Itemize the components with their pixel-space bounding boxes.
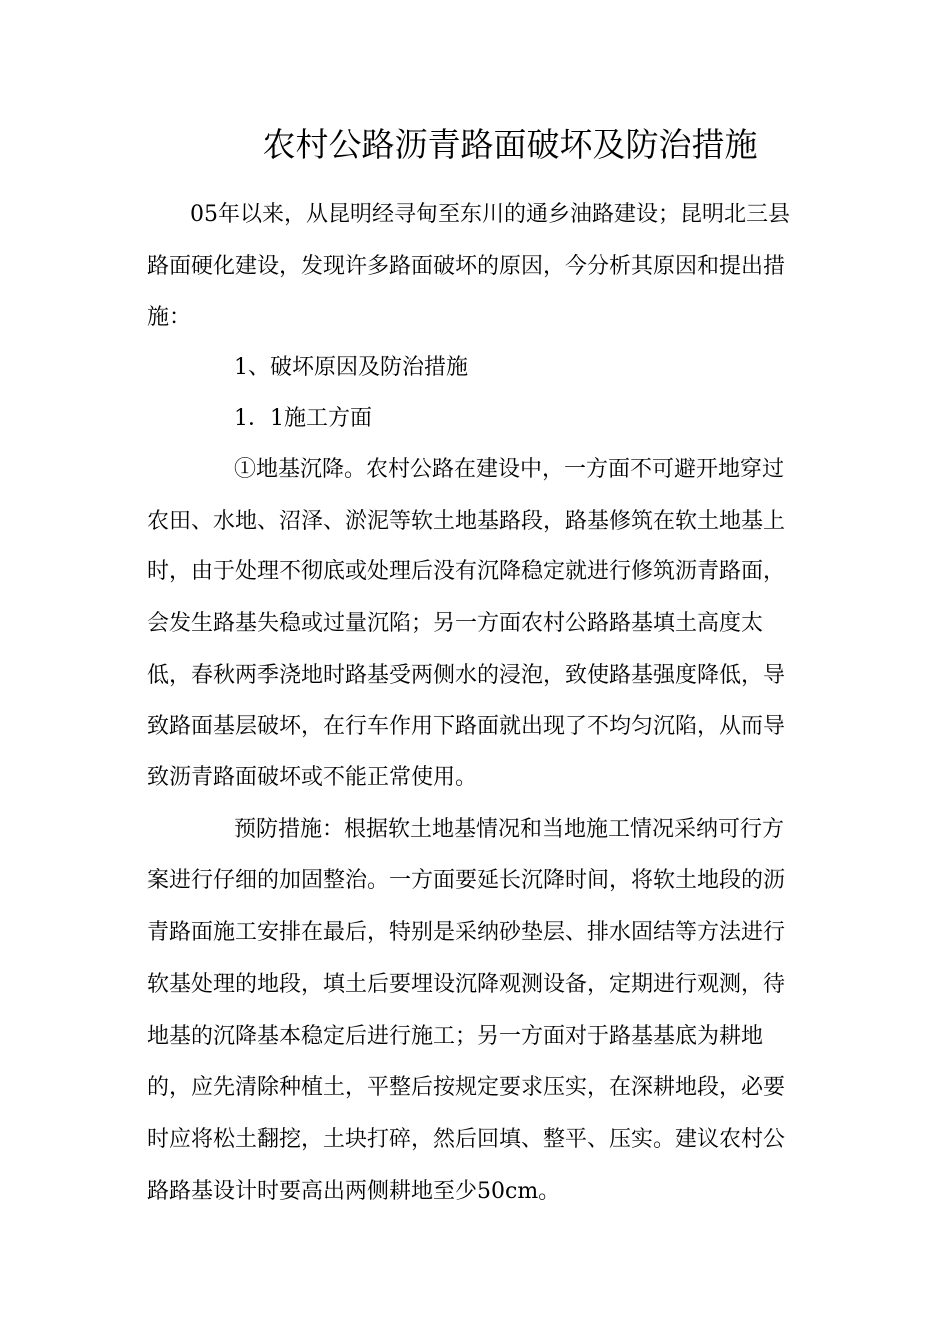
paragraph-line: ①地基沉降。农村公路在建设中，一方面不可避开地穿过 <box>234 457 785 482</box>
paragraph-line: 时应将松土翻挖，土块打碎，然后回填、整平、压实。建议农村公 <box>147 1127 786 1152</box>
paragraph-line: 路路基设计时要高出两侧耕地至少50cm。 <box>147 1179 561 1204</box>
document-title: 农村公路沥青路面破坏及防治措施 <box>262 125 758 164</box>
paragraph-line: 农田、水地、沼泽、淤泥等软土地基路段，路基修筑在软土地基上 <box>147 509 786 534</box>
paragraph-line: 预防措施：根据软土地基情况和当地施工情况采纳可行方 <box>234 817 785 842</box>
paragraph-line: 路面硬化建设，发现许多路面破坏的原因，今分析其原因和提出措 <box>147 254 786 279</box>
paragraph-line: 低，春秋两季浇地时路基受两侧水的浸泡，致使路基强度降低，导 <box>147 663 786 688</box>
paragraph-line: 施： <box>147 305 192 330</box>
section-heading: 1、破坏原因及防治措施 <box>234 355 468 380</box>
paragraph-line: 05年以来，从昆明经寻甸至东川的通乡油路建设；昆明北三县 <box>190 202 790 227</box>
paragraph-line: 青路面施工安排在最后，特别是采纳砂垫层、排水固结等方法进行 <box>147 920 786 945</box>
paragraph-line: 软基处理的地段，填土后要埋设沉降观测设备，定期进行观测，待 <box>147 972 786 997</box>
paragraph-line: 致路面基层破坏，在行车作用下路面就出现了不均匀沉陷，从而导 <box>147 714 786 739</box>
paragraph-line: 时，由于处理不彻底或处理后没有沉降稳定就进行修筑沥青路面， <box>147 559 786 584</box>
paragraph-line: 地基的沉降基本稳定后进行施工；另一方面对于路基基底为耕地 <box>147 1024 764 1049</box>
paragraph-line: 案进行仔细的加固整治。一方面要延长沉降时间，将软土地段的沥 <box>147 868 786 893</box>
paragraph-line: 的，应先清除种植土，平整后按规定要求压实，在深耕地段，必要 <box>147 1075 786 1100</box>
paragraph-line: 会发生路基失稳或过量沉陷；另一方面农村公路路基填土高度太 <box>147 611 764 636</box>
subsection-heading: 1．1施工方面 <box>234 406 372 431</box>
paragraph-line: 致沥青路面破坏或不能正常使用。 <box>147 765 478 790</box>
